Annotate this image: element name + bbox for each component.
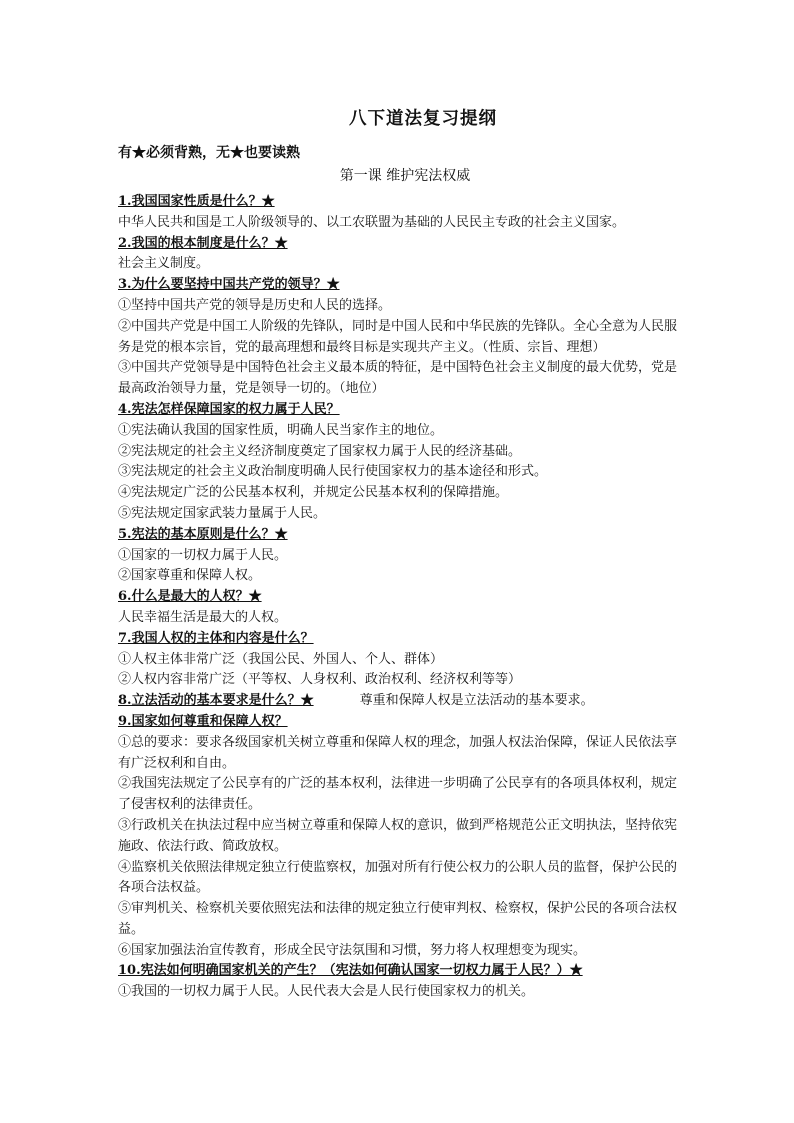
answer-line: ②国家尊重和保障人权。	[118, 568, 262, 584]
question-heading: 8.立法活动的基本要求是什么？★	[118, 693, 314, 709]
question-block	[118, 400, 678, 525]
question-heading: 4.宪法怎样保障国家的权力属于人民？	[118, 401, 340, 417]
document-title: 八下道法复习提纲	[349, 109, 497, 129]
question-block	[118, 587, 678, 629]
question-list-2	[118, 712, 678, 1003]
answer-line: 中华人民共和国是工人阶级领导的、以工农联盟为基础的人民民主专政的社会主义国家。	[118, 214, 626, 230]
question-heading: 6.什么是最大的人权？★	[118, 589, 262, 605]
answer-line: ②人权内容非常广泛（平等权、人身权利、政治权利、经济权利等等）	[118, 672, 522, 688]
answer-line: ③宪法规定的社会主义政治制度明确人民行使国家权力的基本途径和形式。	[118, 464, 548, 480]
question-block	[118, 275, 678, 400]
question-8	[118, 691, 678, 712]
answer-line: ⑤审判机关、检察机关要依照宪法和法律的规定独立行使审判权、检察权，保护公民的各项合法权益。	[118, 901, 678, 937]
answer-line: 社会主义制度。	[118, 256, 210, 272]
question-heading: 9.国家如何尊重和保障人权？	[118, 713, 288, 729]
question-heading: 7.我国人权的主体和内容是什么？	[118, 630, 314, 646]
question-block	[118, 234, 678, 276]
question-list	[118, 192, 678, 691]
answer-line: ②宪法规定的社会主义经济制度奠定了国家权力属于人民的经济基础。	[118, 443, 522, 459]
intro-note: 有★必须背熟，无★也要读熟	[118, 145, 300, 161]
answer-line: ①总的要求：要求各级国家机关树立尊重和保障人权的理念，加强人权法治保障，保证人民依法享有广泛权利和自由。	[118, 734, 678, 771]
answer-line: ①人权主体非常广泛（我国公民、外国人、个人、群体）	[118, 651, 444, 667]
question-block	[118, 712, 678, 962]
answer-line: 人民幸福生活是最大的人权。	[118, 609, 288, 625]
answer-line: ②中国共产党是中国工人阶级的先锋队，同时是中国人民和中华民族的先锋队。全心全意为人民服务是党的根本宗旨，党的最高理想和最终目标是实现共产主义。（性质、宗旨、理想）	[118, 318, 678, 355]
question-heading: 10.宪法如何明确国家机关的产生？（宪法如何确认国家一切权力属于人民？）★	[118, 963, 583, 979]
answer-line: ①宪法确认我国的国家性质，明确人民当家作主的地位。	[118, 422, 444, 438]
answer-line: ④监察机关依照法律规定独立行使监察权，加强对所有行使公权力的公职人员的监督，保护公民的各项合法权益。	[118, 859, 678, 896]
answer-line: ⑤宪法规定国家武装力量属于人民。	[118, 505, 327, 521]
answer-line: ①坚持中国共产党的领导是历史和人民的选择。	[118, 297, 392, 313]
question-heading: 5.宪法的基本原则是什么？★	[118, 526, 288, 542]
question-heading: 1.我国国家性质是什么？★	[118, 194, 275, 209]
answer-line: ①国家的一切权力属于人民。	[118, 547, 288, 563]
answer-line: ③行政机关在执法过程中应当树立尊重和保障人权的意识，做到严格规范公正文明执法，坚持依宪施政、依法行政、简政放权。	[118, 817, 678, 854]
answer-line: 尊重和保障人权是立法活动的基本要求。	[359, 693, 594, 709]
question-block	[118, 192, 678, 234]
question-heading: 3.为什么要坚持中国共产党的领导？★	[118, 277, 340, 293]
question-block	[118, 525, 678, 587]
document-page	[118, 104, 678, 1003]
answer-line: ②我国宪法规定了公民享有的广泛的基本权利，法律进一步明确了公民享有的各项具体权利，规定了侵害权利的法律责任。	[118, 776, 678, 813]
answer-line: ③中国共产党领导是中国特色社会主义最本质的特征，是中国特色社会主义制度的最大优势，党是最高政治领导力量，党是领导一切的。（地位）	[118, 360, 678, 397]
answer-line: ⑥国家加强法治宣传教育，形成全民守法氛围和习惯，努力将人权理想变为现实。	[118, 942, 587, 958]
lesson-heading: 第一课 维护宪法权威	[339, 168, 471, 184]
question-block	[118, 961, 678, 1003]
question-block	[118, 629, 678, 691]
question-heading: 2.我国的根本制度是什么？★	[118, 235, 288, 251]
answer-line: ①我国的一切权力属于人民。人民代表大会是人民行使国家权力的机关。	[118, 984, 535, 1000]
answer-line: ④宪法规定广泛的公民基本权利，并规定公民基本权利的保障措施。	[118, 485, 509, 501]
